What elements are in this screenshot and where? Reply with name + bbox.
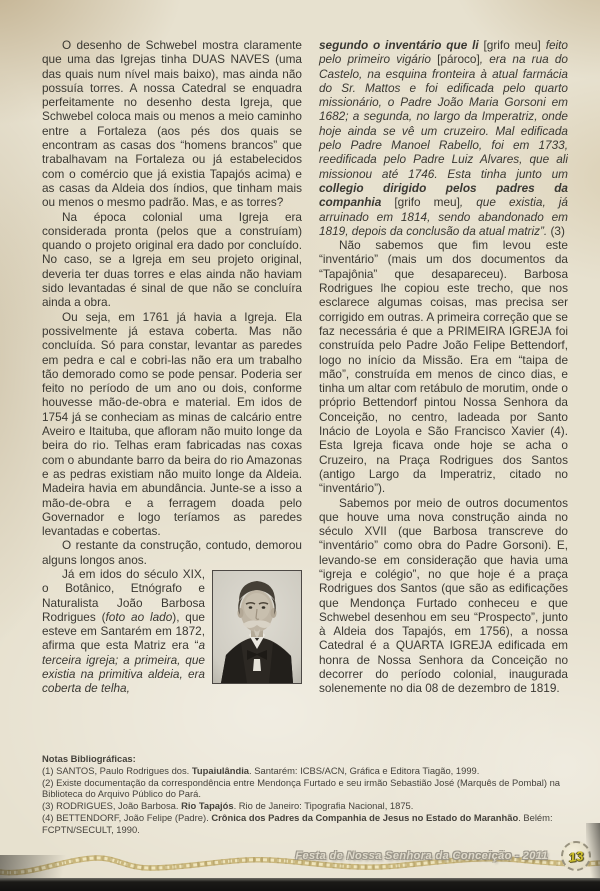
paragraph: O desenho de Schwebel mostra claramente que uma das Igrejas tinha DUAS NAVES (uma das quais num nível mais baixo), mas ainda não possuía torres. A nossa Catedral se enquadra perfeitamente no desenho desta Igreja, que Schwebel coloca mais ou menos a meio caminho entre a Fortaleza (aos pés dos quais se encontram as casas dos “homens brancos” que trabalhavam na Fortaleza ou já estabelecidos com o comércio que já existia Tapajós acima) e as casas da Aldeia dos índios, que tinham mais ou menos o mesmo padrão. Mas, e as torres?: [42, 38, 302, 210]
paragraph: Já em idos do século XIX, o Botânico, Etnógrafo e Naturalista João Barbosa Rodrigues (foto ao lado), que esteve em Santarém em 1872, afirma que esta Matriz era “a terceira igreja; a primeira, que existia na primitiva aldeia, era coberta de telha,: [42, 567, 302, 696]
portrait-photo: [212, 570, 302, 684]
left-column: [42, 38, 302, 752]
paragraph: Não sabemos que fim levou este “inventário” (mais um dos documentos da “Tapajônia” que desapareceu). Barbosa Rodrigues lhe copiou este trecho, que nos esclarece algumas coisas, mas precisa ser corrigido em outras. A primeira correção que se faz necessária é que a PRIMEIRA IGREJA foi construída pelo Padre João Felipe Bettendorf, logo no início da Missão. Era em “taipa de mão”, construída em menos de cinco dias, e tinha um altar com retábulo de morutim, onde o próprio Bettendorf pintou Nossa Senhora da Conceição, no centro, ladeada por Santo Inácio de Loyola e São Francisco Xavier (4). Esta Igreja ficava onde hoje se acha o Cruzeiro, na Praça Rodrigues dos Santos (antigo Largo da Imperatriz, citado no “inventário”).: [319, 238, 568, 496]
paragraph: Na época colonial uma Igreja era considerada pronta (pelos que a construíam) quando o projeto original era dado por concluído. No caso, se a Igreja em seu projeto original, deveria ter duas torres e elas ainda não haviam sido levantadas é sinal de que não se concluíra ainda a obra.: [42, 209, 302, 310]
footnote-item: (1) SANTOS, Paulo Rodrigues dos. Tupaiulândia. Santarém: ICBS/ACN, Gráfica e Editora Tiagão, 1999.: [42, 764, 480, 776]
scan-shadow-right: [586, 823, 600, 883]
footnotes-heading: Notas Bibliográficas:: [42, 753, 136, 764]
bibliographic-notes: [42, 753, 574, 836]
page-number: 13: [567, 847, 585, 865]
footnote-item: (4) BETTENDORF, João Felipe (Padre). Crônica dos Padres da Companhia de Jesus no Estado do Maranhão. Belém: FCPTN/SECULT, 1990.: [42, 811, 553, 835]
right-column: [319, 38, 568, 752]
footnote-item: (2) Existe documentação da correspondência entre Mendonça Furtado e seu irmão Sebastião José (Marquês de Pombal) na Biblioteca do Arquivo Público do Pará.: [42, 776, 560, 800]
paragraph: O restante da construção, contudo, demorou alguns longos anos.: [42, 538, 302, 567]
paragraph: Ou seja, em 1761 já havia a Igreja. Ela possivelmente já estava coberta. Mas não concluída. Só para constar, levantar as paredes em pedra e cal e cobri-las não era um trabalho tão demorado como se pode pensar. Poderia ser feito no período de um ano ou dois, conforme houvesse mão-de-obra e material. Em idos de 1754 já se conheciam as minas de calcário entre Aveiro e Itaituba, que afloram não muito longe da beira do rio. Telhas eram fabricadas nas coxas com o abundante barro da beira do rio Amazonas e as pedras existiam não muito longe da Aldeia. Madeira havia em abundância. Junte-se a isso a mão-de-obra e a ferragem doada pelo Governador e logo teríamos as paredes levantadas e cobertas.: [42, 309, 302, 539]
article-body: [42, 38, 568, 752]
paragraph: Sabemos por meio de outros documentos que houve uma nova construção ainda no século XVII (que Barbosa transcreve do “inventário” como obra do Padre Gorsoni). E, levando-se em consideração que havia uma “igreja e colégio”, no que hoje é a praça Rodrigues dos Santos (que são as edificações que Mendonça Furtado conheceu e que Schwebel desenhou em seu “Prospecto”, junto à Aldeia dos Tapajós, em 1756), a nossa Catedral é a QUARTA IGREJA edificada em honra de Nossa Senhora da Conceição no decorrer do período colonial, inaugurada solenemente no dia 08 de dezembro de 1819.: [319, 495, 568, 696]
footer-title: Festa de Nossa Senhora da Conceição - 2011: [295, 850, 548, 862]
footnote-item: (3) RODRIGUES, João Barbosa. Rio Tapajós. Rio de Janeiro: Tipografia Nacional, 1875.: [42, 800, 414, 812]
paragraph: segundo o inventário que li [grifo meu] feito pelo primeiro vigário [pároco], era na rua do Castelo, na esquina fronteira à atual farmácia do Sr. Mattos e foi edificada pelo quarto missionário, o Padre João Maria Gorsoni em 1682; a segunda, no largo da Imperatriz, onde hoje ainda se vê um cruzeiro. Mal edificada pelo Padre Manoel Rabello, foi em 1733, reedificada pelo Padre Luiz Alvares, que ali missionou até 1746. Esta tinha junto um collegio dirigido pelos padres da companhia [grifo meu], que existia, já arruinado em 1814, sendo abandonado em 1819, depois da conclusão da atual matriz”. (3): [319, 38, 568, 238]
scan-edge: [0, 878, 600, 891]
